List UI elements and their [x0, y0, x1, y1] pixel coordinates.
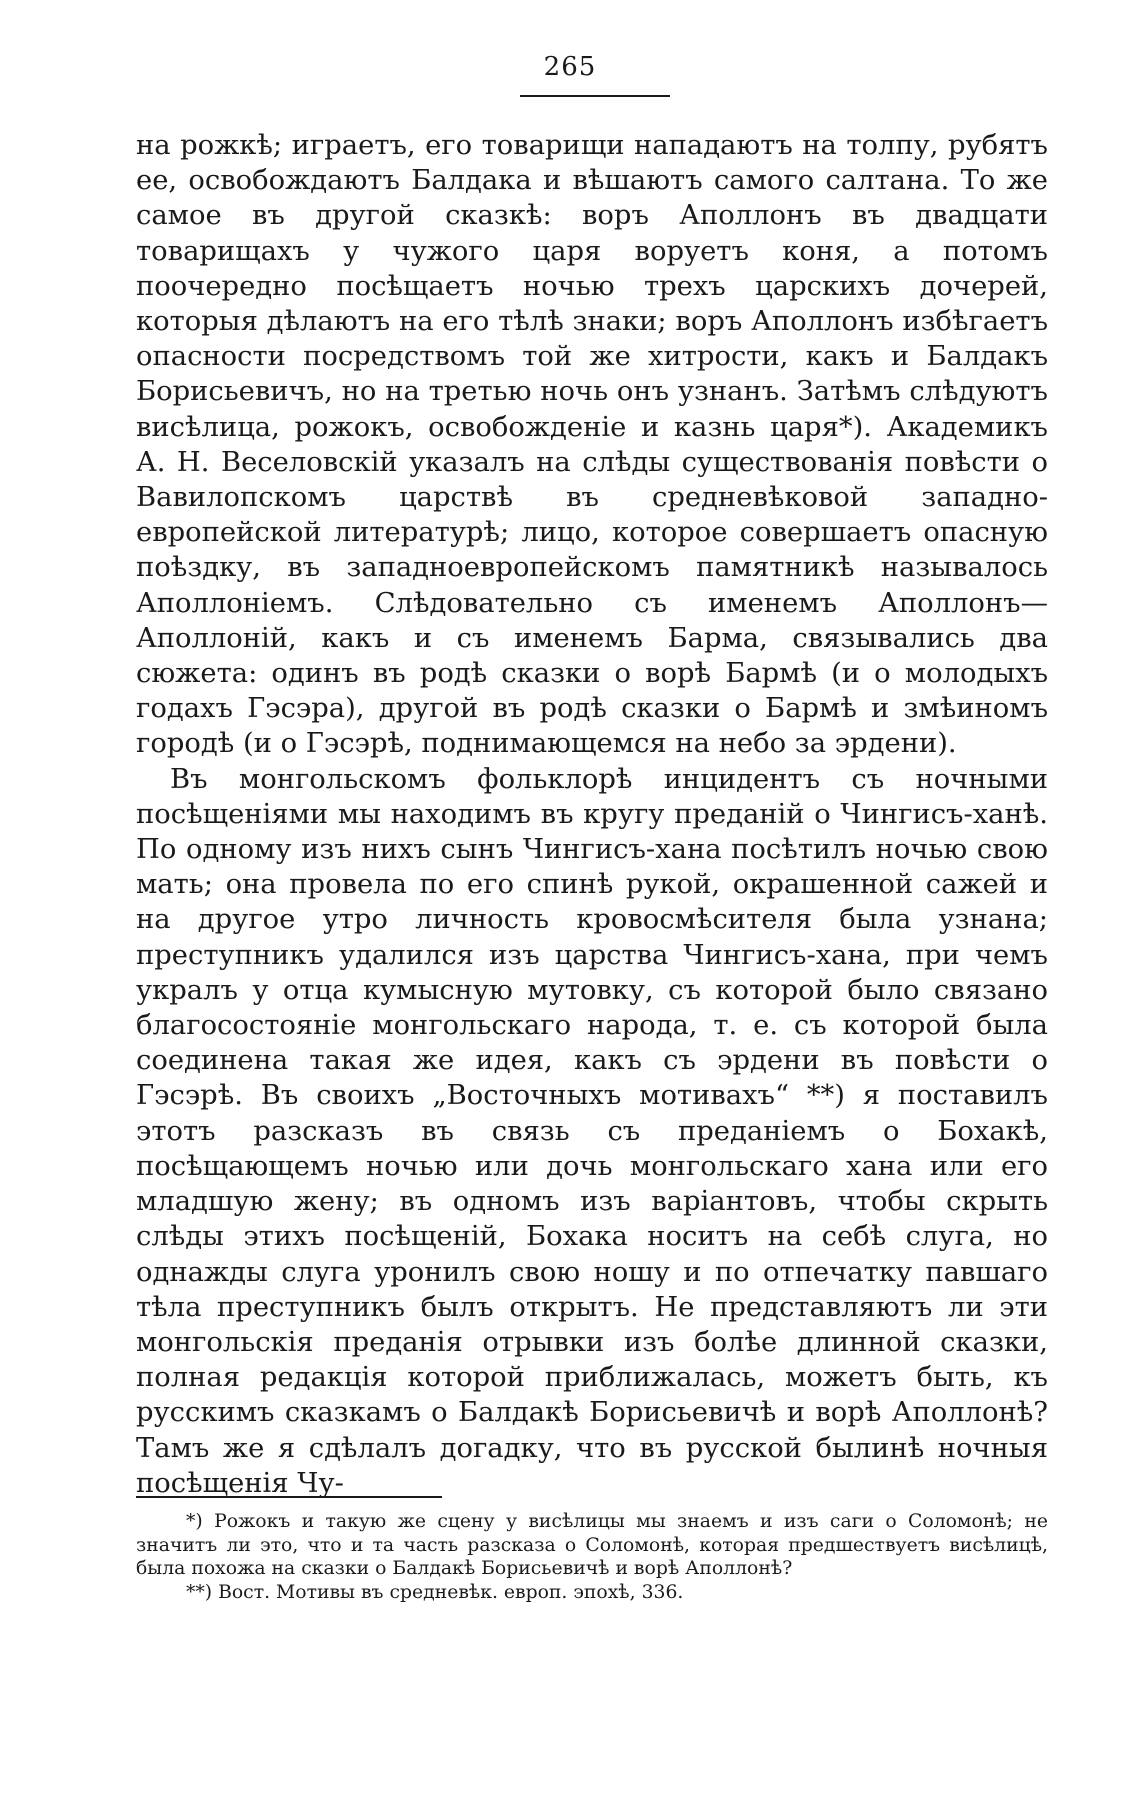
footnote-separator: [136, 1496, 442, 1498]
page-number-underline: [520, 95, 670, 97]
paragraph-mongolian-folklore: Въ монгольскомъ фольклорѣ инцидентъ съ ночными посѣщеніями мы находимъ въ кругу преданій о Чингисъ-ханѣ. По одному изъ нихъ сынъ Чингисъ-хана посѣтилъ ночью свою мать; она провела по его спинѣ рукой, окрашенной сажей и на другое утро личность кровосмѣсителя была узнана; преступникъ удалился изъ царства Чингисъ-хана, при чемъ укралъ у отца кумысную мутовку, съ которой было связано благосостояніе монгольскаго народа, т. е. съ которой была соединена такая же идея, какъ съ эрдени въ повѣсти о Гэсэрѣ. Въ своихъ „Восточныхъ мотивахъ“ **) я поставилъ этотъ разсказъ въ связь съ преданіемъ о Бохакѣ, посѣщающемъ ночью или дочь монгольскаго хана или его младшую жену; въ одномъ изъ варіантовъ, чтобы скрыть слѣды этихъ посѣщеній, Бохака носитъ на себѣ слуга, но однажды слуга уронилъ свою ношу и по отпечатку павшаго тѣла преступникъ былъ открытъ. Не представляютъ ли эти монгольскія преданія отрывки изъ болѣе длинной сказки, полная редакція которой приближалась, можетъ быть, къ русскимъ сказкамъ о Балдакѣ Борисьевичѣ и ворѣ Аполлонѣ? Тамъ же я сдѣлалъ догадку, что въ русской былинѣ ночныя посѣщенія Чу-: [136, 763, 1048, 1499]
footnote-2: **) Вост. Мотивы въ средневѣк. европ. эпохѣ, 336.: [186, 1581, 684, 1603]
main-text: [136, 128, 1048, 1501]
paragraph-continued: на рожкѣ; играетъ, его товарищи нападаютъ на толпу, рубятъ ее, освобождаютъ Балдака и вѣшаютъ самого салтана. То же самое въ другой сказкѣ: воръ Аполлонъ въ двадцати товарищахъ у чужого царя воруетъ коня, а потомъ поочередно посѣщаетъ ночью трехъ царскихъ дочерей, которыя дѣлаютъ на его тѣлѣ знаки; воръ Аполлонъ избѣгаетъ опасности посредствомъ той же хитрости, какъ и Балдакъ Борисьевичъ, но на третью ночь онъ узнанъ. Затѣмъ слѣдуютъ висѣлица, рожокъ, освобожденіе и казнь царя*). Академикъ А. Н. Веселовскій указалъ на слѣды существованія повѣсти о Вавилопскомъ царствѣ въ средневѣковой западно-европейской литературѣ; лицо, которое совершаетъ опасную поѣздку, въ западноевропейскомъ памятникѣ называлось Аполлоніемъ. Слѣдовательно съ именемъ Аполлонъ—Аполлоній, какъ и съ именемъ Барма, связывались два сюжета: одинъ въ родѣ сказки о ворѣ Бармѣ (и о молодыхъ годахъ Гэсэра), другой въ родѣ сказки о Бармѣ и змѣиномъ городѣ (и о Гэсэрѣ, поднимающемся на небо за эрдени).: [136, 130, 1048, 760]
page-number: 265: [543, 52, 597, 82]
footnote-1: *) Рожокъ и такую же сцену у висѣлицы мы знаемъ и изъ саги о Соломонѣ; не значитъ ли это, что и та часть разсказа о Соломонѣ, которая предшествуетъ висѣлицѣ, была похожа на сказки о Балдакѣ Борисьевичѣ и ворѣ Аполлонѣ?: [136, 1511, 1048, 1580]
footnotes: [136, 1510, 1048, 1604]
